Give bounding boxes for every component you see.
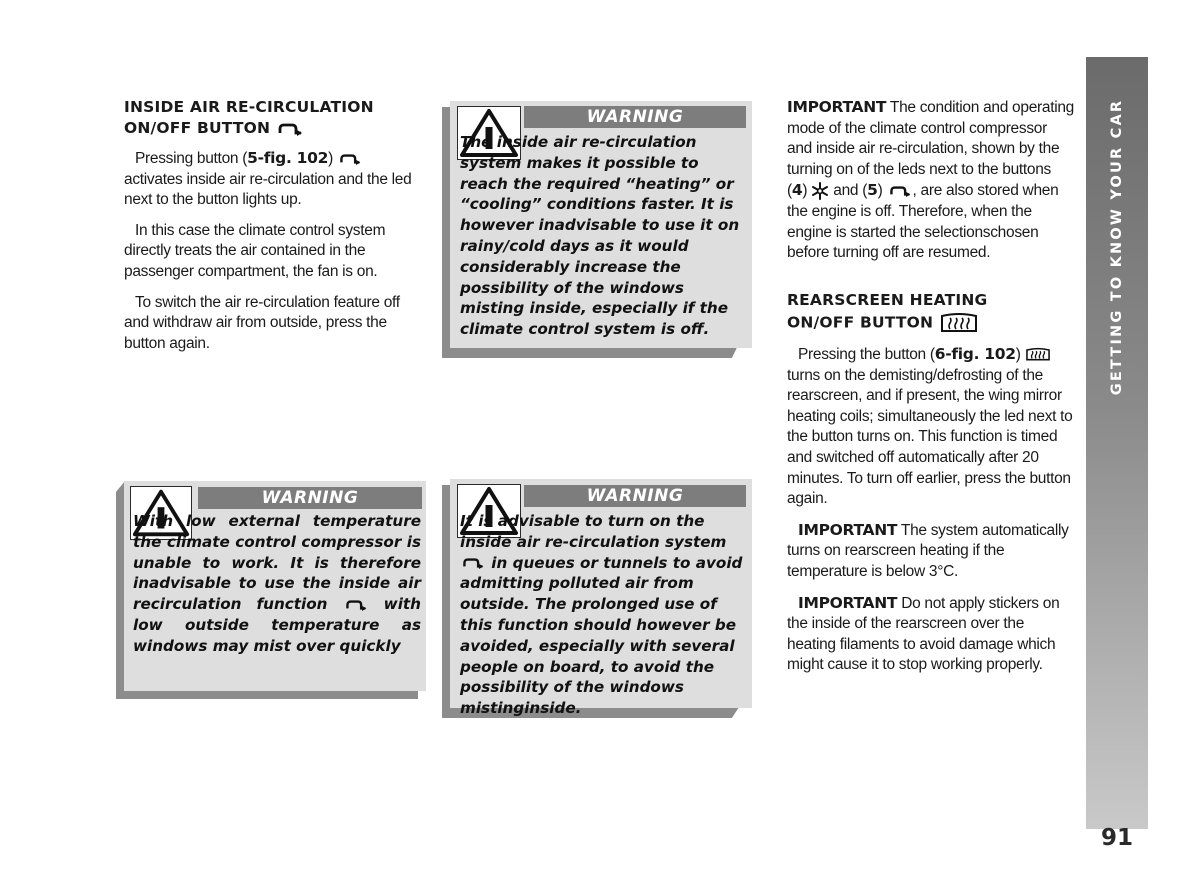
rear-defrost-icon [939,311,979,335]
section-heading [124,97,412,139]
heading-line2: ON/OFF BUTTON [124,119,271,137]
warning-title: WARNING [198,487,422,509]
recirculation-icon [276,122,304,136]
recirculation-icon [343,599,369,611]
section-heading [787,290,1075,335]
warning-title: WARNING [524,485,746,507]
page-number: 91 [1100,825,1133,851]
section-recirculation [124,97,412,364]
warning-title: WARNING [524,106,746,128]
warning-text: The inside air re-circulation system makes it possible to reach the required “heating” or “cooling” conditions faster. It is however inadvisable to use it on rainy/cold days as it would considerably increase the possibility of the windows misting inside, especially if the climate control system is off. [460,133,740,339]
rear-defrost-icon [1025,346,1051,363]
important-label: IMPORTANT [798,520,898,539]
important-paragraph: IMPORTANT The system automatically turns on rearscreen heating if the temperature is below 3°C. [787,520,1069,580]
section-rearscreen [787,290,1075,686]
important-paragraph: IMPORTANT The condition and operating mode of the climate control compressor and inside air re-circulation, shown by the turning on of the leds next to the buttons (4) and (5) , are also stored when the engine is off. Therefore, when the engine is started the selectionschosen before turning off are resumed. [787,98,1074,262]
figure-ref: 6-fig. 102 [934,345,1016,363]
important-label: IMPORTANT [787,98,887,116]
warning-text: It is advisable to turn on the inside air re-circulation system in queues or tunnels to avoid admitting polluted air from outside. The prolonged use of this function should however be avoided, especially with several people on board, to avoid the possibility of the windows mistinginside. [460,512,743,718]
paragraph: Pressing the button (6-fig. 102) turns on the demisting/defrosting of the rearscreen, and if present, the wing mirror heating coils; simultaneously the led next to the button turns on. This function is timed and switched off automatically after 20 minutes. To turn off earlier, press the button again. [787,345,1073,508]
snowflake-icon [811,182,829,200]
recirculation-icon [460,557,486,569]
heading-line2: ON/OFF BUTTON [787,313,934,332]
figure-ref: 5-fig. 102 [247,149,329,167]
warning-box [442,479,752,718]
important-paragraph: IMPORTANT Do not apply stickers on the inside of the rearscreen over the heating filaments to avoid damage which might cause it to stop working properly. [787,593,1060,674]
warning-text: With low external temperature the climate control compressor is unable to work. It is therefore inadvisable to use the inside air recirculation function with low outside temperature as windows may mist over quickly [133,512,421,655]
heading-line1: REARSCREEN HEATING [787,291,988,309]
chapter-tab [1086,57,1148,851]
section-important-stored [787,97,1075,274]
chapter-label: GETTING TO KNOW YOUR CAR [1109,98,1125,396]
paragraph: Pressing button (5-fig. 102) activates inside air re-circulation and the led next to the button lights up. [124,149,412,209]
paragraph: To switch the air re-circulation feature off and withdraw air from outside, press the button again. [124,293,400,352]
warning-box [442,101,752,358]
heading-line1: INSIDE AIR RE-CIRCULATION [124,98,374,116]
important-label: IMPORTANT [798,593,898,612]
recirculation-icon [337,153,363,165]
recirculation-icon [887,185,913,197]
warning-box [116,481,426,699]
paragraph: In this case the climate control system directly treats the air contained in the passenger compartment, the fan is on. [124,221,386,280]
